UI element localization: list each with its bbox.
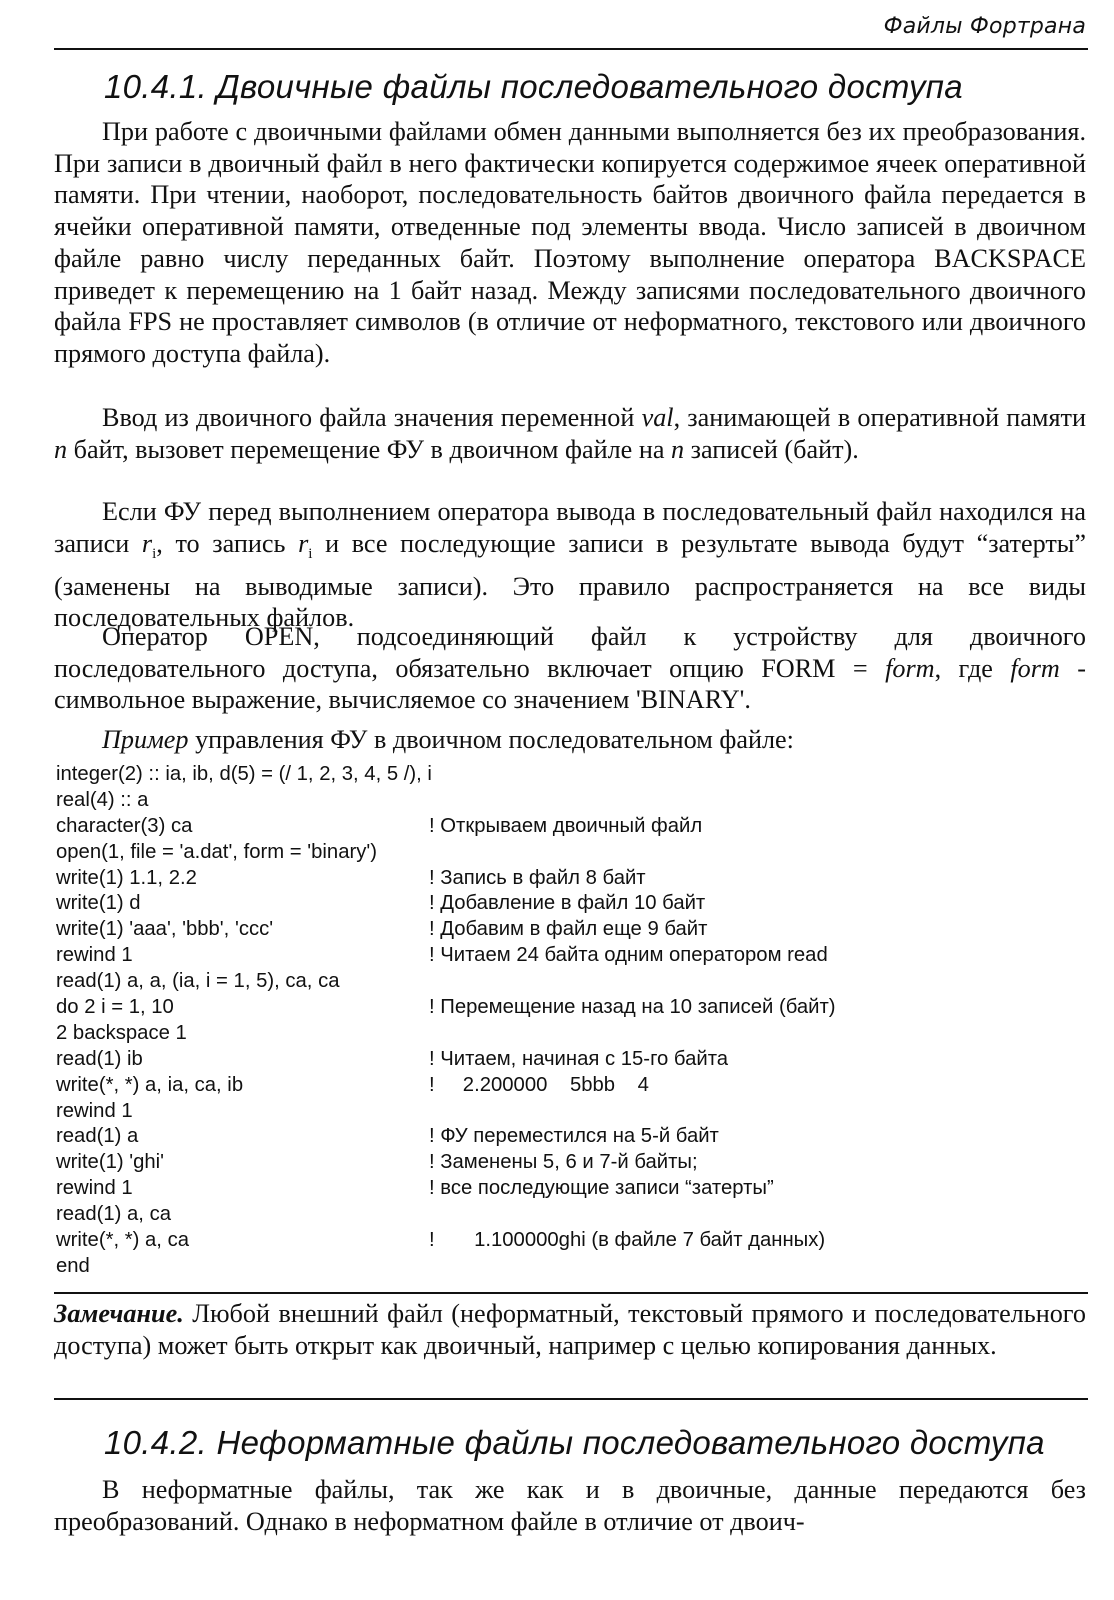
variable-form: form [1010,653,1060,683]
code-comment: ! Заменены 5, 6 и 7-й байты; [429,1151,698,1174]
example-label: Пример [102,725,189,754]
code-comment: ! Добавим в файл еще 9 байт [429,918,708,941]
variable-val: val [641,403,674,432]
variable-n: n [671,434,685,464]
note-text: Любой внешний файл (неформатный, текстовый прямого и последовательного доступа) может быть открыт как двоичный, например с целью копирования данных. [54,1299,1086,1360]
example-intro-text: управления ФУ в двоичном последовательном файле: [188,725,794,754]
paragraph-2-text-c: байт, вызовет перемещение ФУ в двоичном файле на [67,434,672,464]
code-statement: end [56,1254,90,1277]
variable-form: form [885,653,935,683]
variable-n: n [54,434,68,464]
code-comment: ! Читаем, начиная с 15-го байта [429,1047,729,1070]
section-title-2: 10.4.2. Неформатные файлы последовательного доступа [104,1424,1045,1461]
code-statement: 2 backspace 1 [56,1021,187,1044]
paragraph-4-text-a: Оператор OPEN, подсоединяющий файл к устройству для двоичного последовательного доступа, обязательно включает опцию FORM = [54,622,1086,683]
code-statement: read(1) a, a, (ia, i = 1, 5), ca, ca [56,970,340,993]
paragraph-3 [54,496,1086,634]
code-statement: read(1) a [56,1125,139,1148]
paragraph-3-text-a: Если ФУ перед выполнением оператора вывода в последовательный файл находился на записи [54,497,1086,558]
code-line [56,1099,1086,1125]
running-header: Файлы Фортрана [883,14,1086,39]
paragraph-2-text-a: Ввод из двоичного файла значения переменной [102,403,642,432]
variable-r: r [298,528,309,558]
paragraph-1: При работе с двоичными файлами обмен данными выполняется без их преобразования. При записи в двоичный файл в него фактически копируется содержимое ячеек оперативной памяти. При чтении, наоборот, последовательность байтов двоичного файла передается в ячейки оперативной памяти, отведенные под элементы ввода. Число записей в двоичном файле равно числу переданных байт. Поэтому выполнение оператора BACKSPACE приведет к перемещению на 1 байт назад. Между записями последовательного двоичного файла FPS не проставляет символов (в отличие от неформатного, текстового или двоичного прямого доступа файла). [54,117,1086,368]
note-bottom-rule [54,1398,1088,1400]
paragraph-5: В неформатные файлы, так же как и в двоичные, данные передаются без преобразований. Однако в неформатном файле в отличие от двоич- [54,1475,1086,1536]
header-rule [54,48,1088,50]
code-comment: ! все последующие записи “затерты” [429,1177,774,1200]
code-statement: integer(2) :: ia, ib, d(5) = (/ 1, 2, 3, 4, 5 /), i [56,763,432,785]
code-line [56,1150,1086,1176]
code-line [56,1228,1086,1254]
paragraph-3-text-b: , то запись [156,528,299,558]
code-line [56,1021,1086,1047]
code-statement: write(*, *) a, ia, ca, ib [56,1073,244,1096]
code-line [56,1176,1086,1202]
code-statement: real(4) :: a [56,788,149,811]
code-statement: write(1) d [56,892,141,915]
code-comment: ! ФУ переместился на 5-й байт [429,1125,719,1148]
paragraph-2-text-d: записей (байт). [684,434,859,464]
section-title-1: 10.4.1. Двоичные файлы последовательного доступа [104,68,963,105]
code-line [56,1254,1086,1280]
code-statement: write(*, *) a, ca [56,1229,189,1252]
subscript-i: i [308,545,313,562]
note-top-rule [54,1292,1088,1294]
paragraph-4 [54,621,1086,716]
code-line [56,788,1086,814]
code-comment: ! 2.200000 5bbb 4 [429,1073,649,1096]
code-line [56,866,1086,892]
code-line [56,762,1086,788]
code-comment: ! 1.100000ghi (в файле 7 байт данных) [429,1229,826,1252]
code-line [56,917,1086,943]
code-line [56,814,1086,840]
code-statement: do 2 i = 1, 10 [56,996,174,1019]
code-line [56,1073,1086,1099]
code-comment: ! Открываем двоичный файл [429,814,703,837]
code-line [56,943,1086,969]
code-line [56,1124,1086,1150]
code-line [56,1202,1086,1228]
code-statement: open(1, file = 'a.dat', form = 'binary') [56,840,377,863]
code-comment: ! Добавление в файл 10 байт [429,892,706,915]
variable-r: r [141,528,153,558]
code-line [56,995,1086,1021]
note-paragraph [54,1298,1086,1361]
code-statement: rewind 1 [56,1177,133,1200]
code-statement: read(1) a, ca [56,1203,171,1226]
paragraph-2 [54,402,1086,465]
code-line [56,891,1086,917]
paragraph-3-text-c: и все последующие записи в результате вывода будут “затерты” (заменены на выводимые записи). Это правило распространяется на все виды последовательных файлов. [54,528,1086,633]
code-statement: write(1) 1.1, 2.2 [56,866,197,889]
code-line [56,840,1086,866]
code-comment: ! Перемещение назад на 10 записей (байт) [429,996,836,1019]
paragraph-4-text-b: , где [934,653,1011,683]
note-label: Замечание. [54,1299,184,1328]
code-statement: write(1) 'aaa', 'bbb', 'ccc' [56,918,274,941]
paragraph-2-text-b: , занимающей в оперативной памяти [673,403,1086,432]
paragraph-4-text-c: - символьное выражение, вычисляемое со значением 'BINARY'. [54,653,1086,715]
code-comment: ! Запись в файл 8 байт [429,866,646,889]
subscript-i: i [152,545,157,562]
code-statement: read(1) ib [56,1047,143,1070]
code-listing [56,762,1086,1280]
code-statement: character(3) ca [56,814,193,837]
code-line [56,969,1086,995]
code-statement: rewind 1 [56,944,133,967]
code-statement: write(1) 'ghi' [56,1151,165,1174]
example-intro [54,724,1086,756]
code-statement: rewind 1 [56,1099,133,1122]
code-line [56,1047,1086,1073]
code-comment: ! Читаем 24 байта одним оператором read [429,944,828,967]
